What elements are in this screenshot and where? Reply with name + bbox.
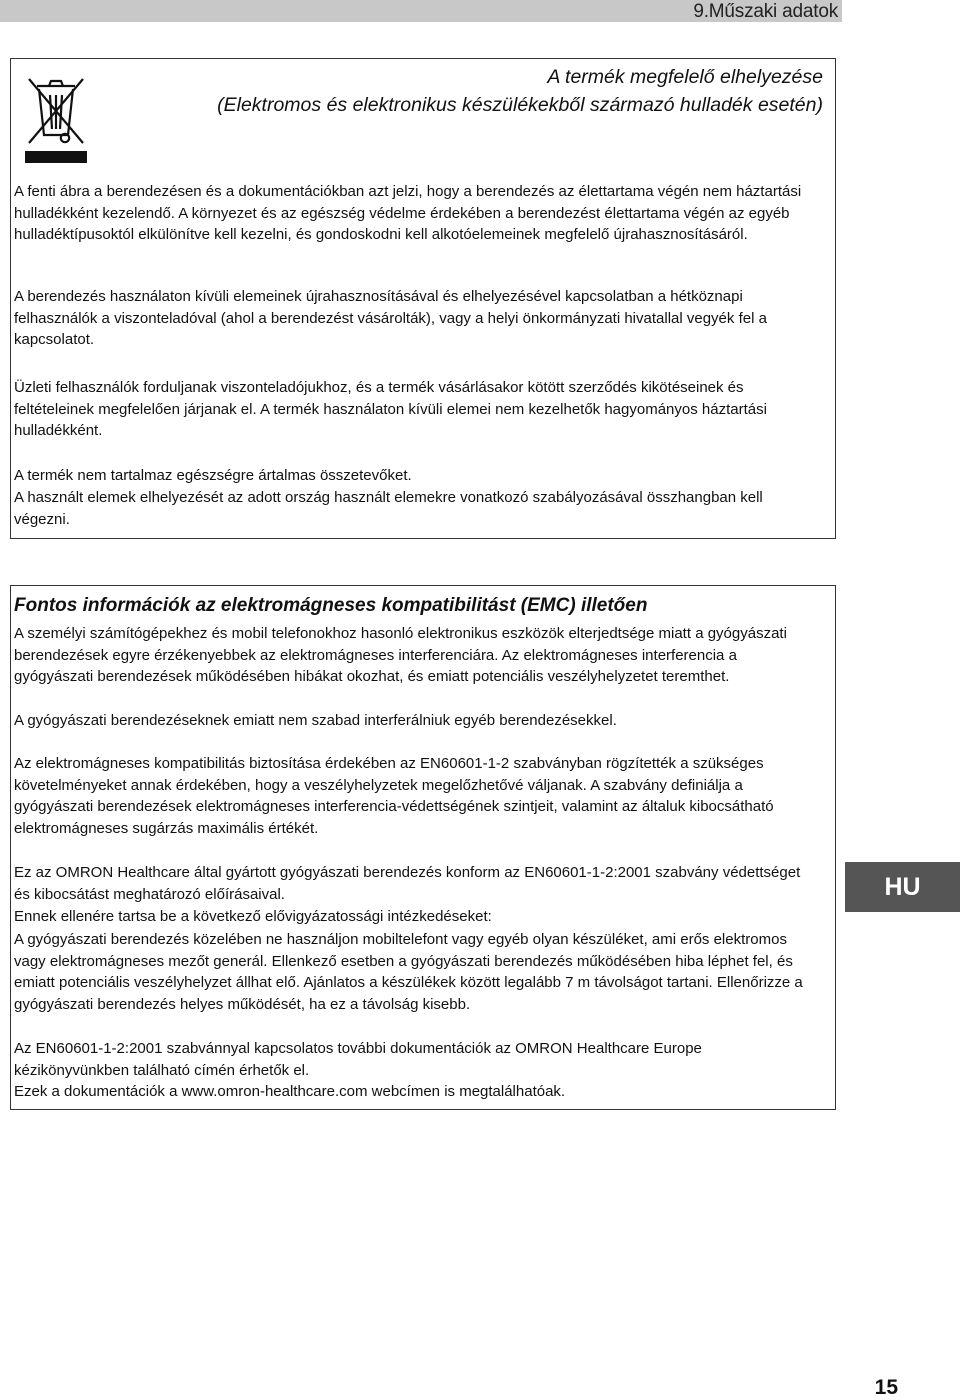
emc-paragraph: A személyi számítógépekhez és mobil telefonokhoz hasonló elektronikus eszközök elterjedtsége miatt a gyógyászati berendezések egyre érzékenyebbek az elektromágneses interferenciára. Az elektromágneses interferencia a gyógyászati berendezések működésében hibákat okozhat, és emiatt potenciális veszélyhelyzetet teremthet. (14, 625, 787, 685)
emc-paragraph: Ezek a dokumentációk a www.omron-healthcare.com webcímen is megtalálhatóak. (14, 1083, 566, 1100)
disposal-subtitle: (Elektromos és elektronikus készülékekből származó hulladék esetén) (217, 94, 823, 116)
section-title: 9.Műszaki adatok (693, 1, 838, 22)
emc-box (10, 585, 836, 1110)
disposal-title: A termék megfelelő elhelyezése (547, 66, 823, 88)
emc-paragraph: A gyógyászati berendezés közelében ne használjon mobiltelefont vagy egyéb olyan készüléket, ami erős elektromos vagy elektromágneses mezőt generál. Ellenkező esetben a gyógyászati berendezés működésében hiba léphet fel, és emiatt potenciális veszélyhelyzet állhat elő. Ajánlatos a készülékek között legalább 7 m távolságot tartani. Ellenőrizze a gyógyászati berendezés helyes működését, ha ez a távolság kisebb. (14, 931, 803, 1013)
emc-paragraph: Az elektromágneses kompatibilitás biztosítása érdekében az EN60601-1-2 szabványban rögzítették a szükséges követelményeket annak érdekében, hogy a veszélyhelyzetek megelőzhetővé váljanak. A szabvány definiálja a gyógyászati berendezések elektromágneses interferencia-védettségének szintjeit, valamint az általuk kibocsátható elektromágneses sugárzás maximális értékét. (14, 755, 774, 837)
disposal-paragraph: A használt elemek elhelyezését az adott ország használt elemekre vonatkozó szabályozásával összhangban kell végezni. (14, 489, 763, 528)
page-number: 15 (874, 1376, 898, 1399)
emc-paragraph: Ennek ellenére tartsa be a következő elővigyázatossági intézkedéseket: (14, 908, 492, 925)
emc-paragraph: Az EN60601-1-2:2001 szabvánnyal kapcsolatos további dokumentációk az OMRON Healthcare Europe kézikönyvünkben található címén érhetők el. (14, 1040, 702, 1079)
emc-title: Fontos információk az elektromágneses kompatibilitást (EMC) illetően (14, 595, 648, 616)
disposal-paragraph: Üzleti felhasználók forduljanak viszonteladójukhoz, és a termék vásárlásakor kötött szerződés kikötéseinek és feltételeinek megfelelően járjanak el. A termék használaton kívüli elemei nem kezelhetők hagyományos háztartási hulladékként. (14, 379, 767, 439)
crossed-out-wheeled-bin-icon (21, 71, 91, 163)
disposal-paragraph: A fenti ábra a berendezésen és a dokumentációkban azt jelzi, hogy a berendezés az élettartama végén nem háztartási hulladékként kezelendő. A környezet és az egészség védelme érdekében a berendezést élettartama végén az egyéb hulladéktípusoktól elkülönítve kell kezelni, és gondoskodni kell alkotóelemeinek megfelelő újrahasznosításáról. (14, 183, 802, 243)
language-tab: HU (845, 862, 960, 912)
disposal-paragraph: A termék nem tartalmaz egészségre ártalmas összetevőket. (14, 467, 412, 484)
emc-paragraph: A gyógyászati berendezéseknek emiatt nem szabad interferálniuk egyéb berendezésekkel. (14, 712, 617, 729)
disposal-paragraph: A berendezés használaton kívüli elemeinek újrahasznosításával és elhelyezésével kapcsolatban a hétköznapi felhasználók a viszonteladóval (ahol a berendezést vásárolták), vagy a helyi önkormányzati hivatallal vegyék fel a kapcsolatot. (14, 288, 767, 348)
emc-paragraph: Ez az OMRON Healthcare által gyártott gyógyászati berendezés konform az EN60601-1-2:2001 szabvány védettséget és kibocsátást meghatározó előírásaival. (14, 864, 801, 903)
disposal-box (10, 58, 836, 539)
